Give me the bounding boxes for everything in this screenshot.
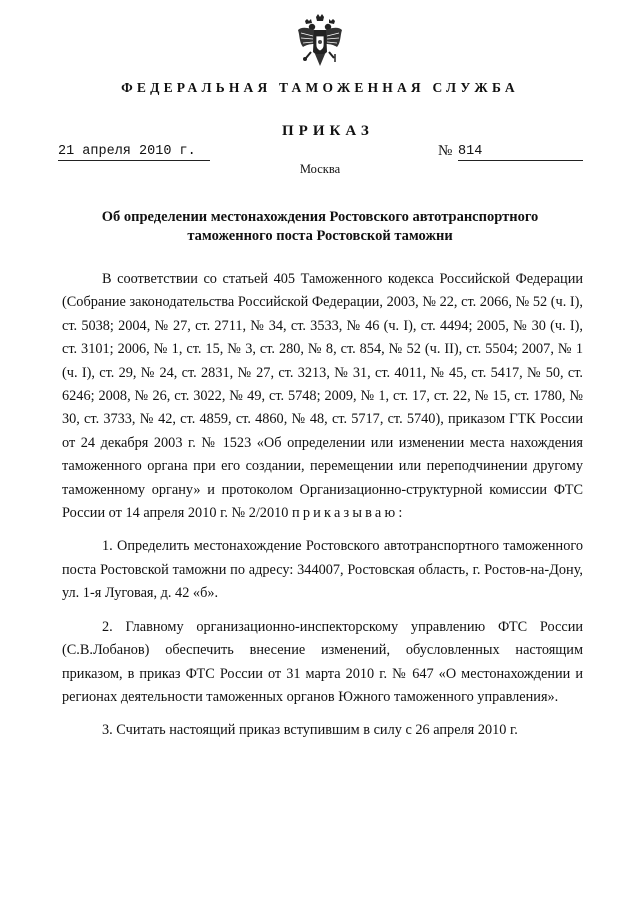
document-body (62, 268, 583, 743)
coat-of-arms-icon (296, 14, 344, 68)
document-number: 814 (458, 144, 583, 161)
order-word: приказываю: (291, 505, 406, 522)
city: Москва (299, 162, 341, 176)
agency-name: ФЕДЕРАЛЬНАЯ ТАМОЖЕННАЯ СЛУЖБА (121, 80, 519, 95)
number-sign: № (438, 143, 453, 159)
point-2: 2. Главному организационно-инспекторскому управлению ФТС России (С.В.Лобанов) обеспечить внесение изменений, обусловленных настоящим приказом, в приказ ФТС России от 31 марта 2010 г. № 647 «О местонахождении и регионах деятельности таможенных органов Южного таможенного управления». (62, 618, 583, 705)
point-1: 1. Определить местонахождение Ростовского автотранспортного таможенного поста Ростовской таможни по адресу: 344007, Ростовская область, г. Ростов-на-Дону, ул. 1-я Луговая, д. 42 «б». (62, 538, 583, 602)
document-title (60, 208, 580, 246)
document-type: ПРИКАЗ (282, 123, 374, 139)
title-line-1: Об определении местонахождения Ростовского автотранспортного (101, 209, 539, 225)
title-line-2: таможенного поста Ростовской таможни (187, 228, 453, 244)
document-date: 21 апреля 2010 г. (58, 144, 210, 161)
preamble-paragraph (62, 268, 583, 525)
preamble-text: В соответствии со статьей 405 Таможенного кодекса Российской Федерации (Собрание законодательства Российской Федерации, 2003, № 22, ст. 2066, № 52 (ч. I), ст. 5038; 2004, № 27, ст. 2711, № 34, ст. 3533, № 46 (ч. I), ст. 4494; 2005, № 30 (ч. I), ст. 3101; 2006, № 1, ст. 15, № 3, ст. 280, № 8, ст. 854, № 52 (ч. II), ст. 5504; 2007, № 1 (ч. I), ст. 29, № 24, ст. 2831, № 27, ст. 3213, № 31, ст. 4011, № 45, ст. 5417, № 50, ст. 6246; 2008, № 26, ст. 3022, № 49, ст. 5748; 2009, № 1, ст. 17, ст. 22, № 15, ст. 1780, № 30, ст. 3733, № 42, ст. 4859, ст. 4860, № 48, ст. 5717, ст. 5740), приказом ГТК России от 24 декабря 2003 г. № 1523 «Об определении или изменении места нахождения таможенного органа при его создании, перемещении или переподчинении другому таможенному органу» и протоколом Организационно-структурной комиссии ФТС России от 14 апреля 2010 г. № 2/2010 (62, 271, 583, 522)
point-3: 3. Считать настоящий приказ вступившим в силу с 26 апреля 2010 г. (102, 722, 518, 739)
